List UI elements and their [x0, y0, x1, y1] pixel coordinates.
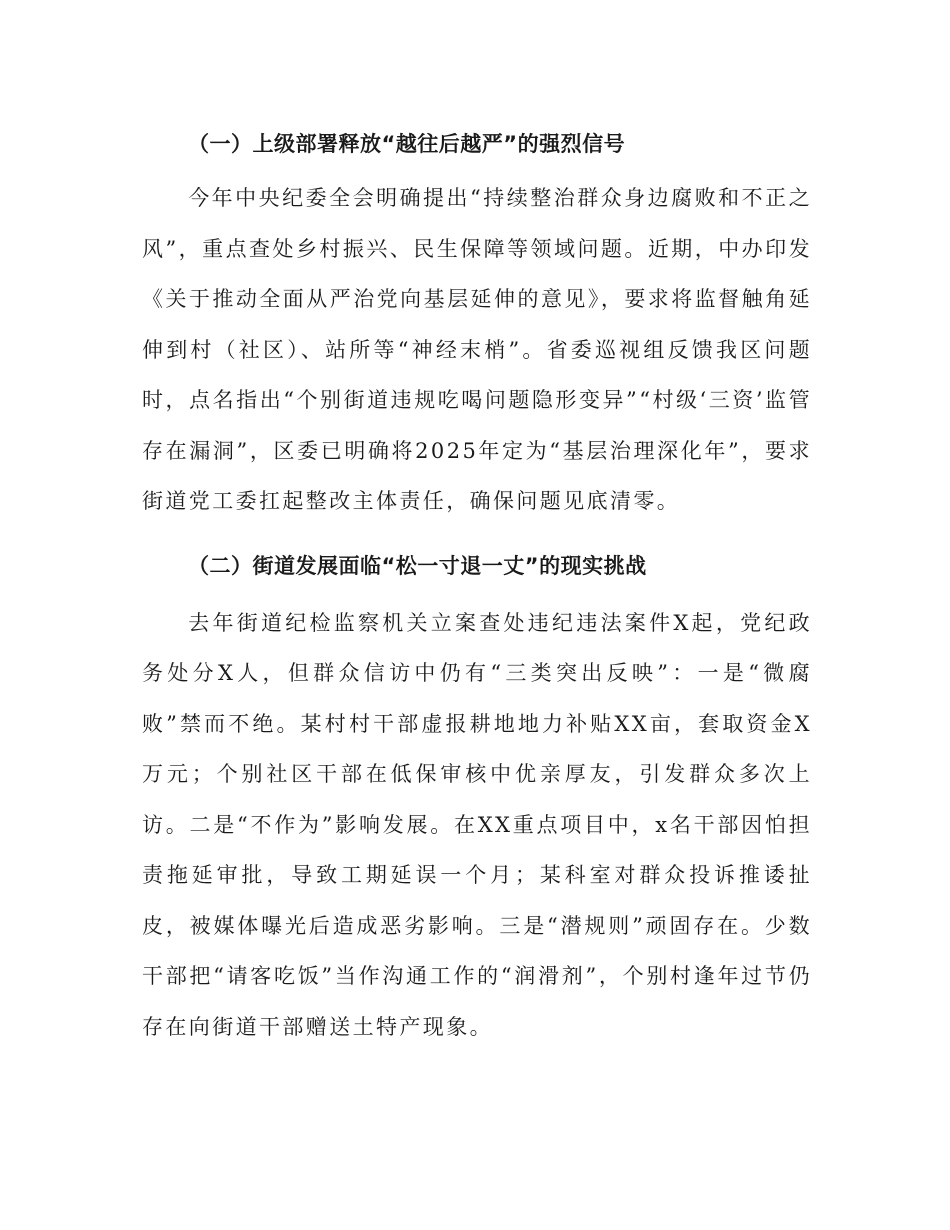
document-page — [142, 118, 812, 1052]
section-2-paragraph: 去年街道纪检监察机关立案查处违纪违法案件X起，党纪政务处分X人，但群众信访中仍有“三类突出反映”：一是“微腐败”禁而不绝。某村村干部虚报耕地地力补贴XX亩，套取资金X万元；个别社区干部在低保审核中优亲厚友，引发群众多次上访。二是“不作为”影响发展。在XX重点项目中，x名干部因怕担责拖延审批，导致工期延误一个月；某科室对群众投诉推诿扯皮，被媒体曝光后造成恶劣影响。三是“潜规则”顽固存在。少数干部把“请客吃饭”当作沟通工作的“润滑剂”，个别村逢年过节仍存在向街道干部赠送土特产现象。 — [142, 610, 812, 1039]
section-2-heading: （二）街道发展面临“松一寸退一丈”的现实挑战 — [188, 553, 647, 578]
section-1-paragraph: 今年中央纪委全会明确提出“持续整治群众身边腐败和不正之风”，重点查处乡村振兴、民生保障等领域问题。近期，中办印发《关于推动全面从严治党向基层延伸的意见》，要求将监督触角延伸到村（社区）、站所等“神经末梢”。省委巡视组反馈我区问题时，点名指出“个别街道违规吃喝问题隐形变异”“村级‘三资’监管存在漏洞”，区委已明确将2025年定为“基层治理深化年”，要求街道党工委扛起整改主体责任，确保问题见底清零。 — [142, 186, 812, 513]
section-1-heading: （一）上级部署释放“越往后越严”的强烈信号 — [188, 132, 626, 156]
